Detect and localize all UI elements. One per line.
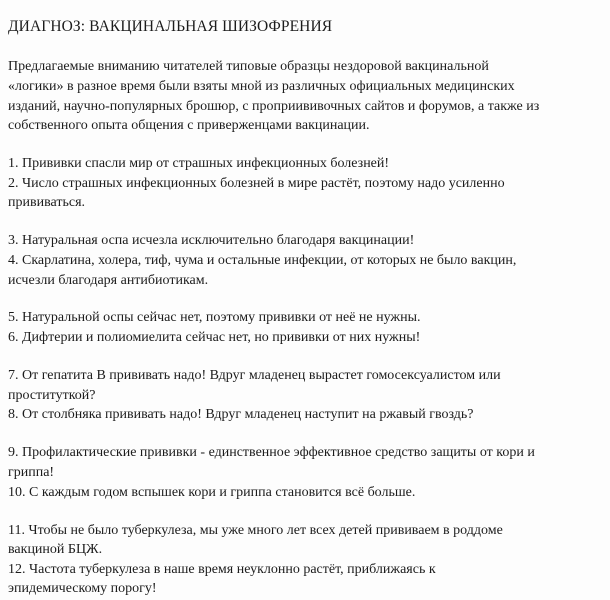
list-item: исчезли благодаря антибиотикам. <box>8 273 209 288</box>
list-item: прививаться. <box>8 195 86 210</box>
intro-line: изданий, научно-популярных брошюр, с проприививочных сайтов и форумов, а также из <box>8 99 540 114</box>
list-item: 8. От столбняка прививать надо! Вдруг младенец наступит на ржавый гвоздь? <box>8 407 474 422</box>
list-item: гриппа! <box>8 465 55 480</box>
list-item: 11. Чтобы не было туберкулеза, мы уже много лет всех детей прививаем в роддоме <box>8 523 503 538</box>
list-item: 1. Прививки спасли мир от страшных инфекционных болезней! <box>8 156 390 171</box>
list-item: 3. Натуральная оспа исчезла исключительно благодаря вакцинации! <box>8 233 415 248</box>
list-item: 2. Число страшных инфекционных болезней в мире растёт, поэтому надо усиленно <box>8 176 505 191</box>
intro-line: собственного опыта общения с приверженцами вакцинации. <box>8 118 370 133</box>
list-item: вакциной БЦЖ. <box>8 542 103 557</box>
intro-line: «логики» в разное время были взяты мной из различных официальных медицинских <box>8 79 515 94</box>
list-item: 4. Скарлатина, холера, тиф, чума и остальные инфекции, от которых не было вакцин, <box>8 253 517 268</box>
list-item: 12. Частота туберкулеза в наше время неуклонно растёт, приближаясь к <box>8 562 436 577</box>
intro-line: Предлагаемые вниманию читателей типовые образцы нездоровой вакцинальной <box>8 59 489 74</box>
list-item: проституткой? <box>8 388 96 403</box>
list-item: 6. Дифтерии и полиомиелита сейчас нет, но прививки от них нужны! <box>8 330 421 345</box>
list-item: 9. Профилактические прививки - единственное эффективное средство защиты от кори и <box>8 445 535 460</box>
list-item: 10. С каждым годом вспышек кори и гриппа становится всё больше. <box>8 485 416 500</box>
list-item: эпидемическому порогу! <box>8 581 157 596</box>
list-item: 5. Натуральной оспы сейчас нет, поэтому прививки от неё не нужны. <box>8 310 421 325</box>
document-title: ДИАГНОЗ: ВАКЦИНАЛЬНАЯ ШИЗОФРЕНИЯ <box>8 18 333 35</box>
list-item: 7. От гепатита В прививать надо! Вдруг младенец вырастет гомосексуалистом или <box>8 368 501 383</box>
